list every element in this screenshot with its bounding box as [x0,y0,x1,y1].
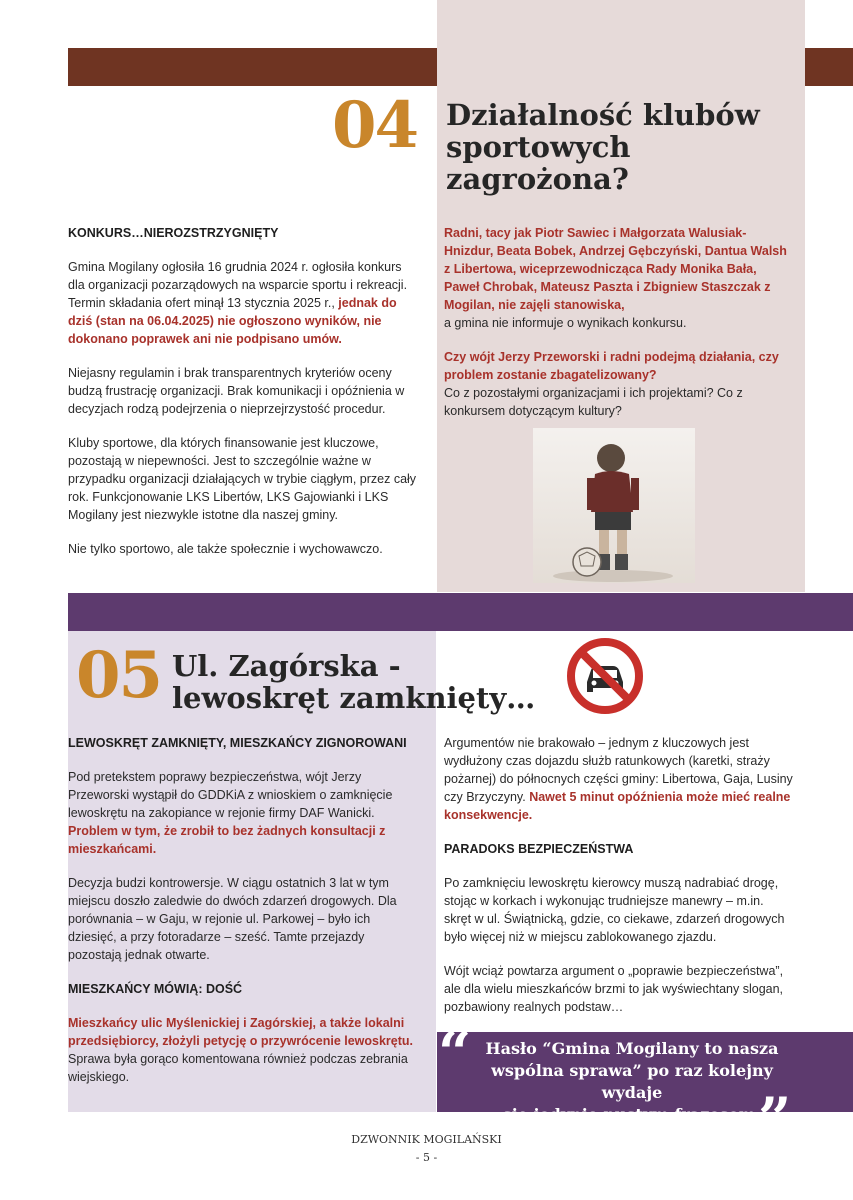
section-04-left-column [68,224,418,574]
highlight-text: jednak do dziś (stan na 06.04.2025) nie ogłoszono wyników, nie dokonano poprawek ani nie podpisano umów. [68,296,397,346]
boy-with-ball-photo [533,428,695,583]
text: a gmina nie informuje o wynikach konkursu. [444,316,687,330]
paragraph: Po zamknięciu lewoskrętu kierowcy muszą nadrabiać drogę, stojąc w korkach i wykonując trudniejsze manewry – m.in. skręt w ul. Świątnicką, gdzie, co ciekawe, zdarzeń drogowych było więcej niż w miejscu zablokowanego zjazdu. [444,876,785,944]
section-04-bar-left [68,48,437,86]
section-04-bar-right [805,48,853,86]
quote-close-icon: ” [758,1085,792,1153]
section-heading: PARADOKS BEZPIECZEŃSTWA [444,842,634,856]
text: Sprawa była gorąco komentowana również podczas zebrania wiejskiego. [68,1052,408,1084]
title-line: sportowych [446,130,631,164]
boy-with-ball-illustration [533,428,695,583]
title-line: lewoskręt zamknięty… [172,681,536,715]
paragraph: Wójt wciąż powtarza argument o „poprawie bezpieczeństwa”, ale dla wielu mieszkańców brzmi to jak wyświechtany slogan, pozbawiony realnych podstaw… [444,964,784,1014]
section-05-number: 05 [76,638,162,713]
paragraph [68,1014,420,1086]
paragraph: Nie tylko sportowo, ale także społecznie i wychowawczo. [68,542,383,556]
section-05-title [172,650,552,714]
paragraph [444,348,794,420]
section-04-title [446,99,796,195]
section-04-right-column [444,224,794,436]
highlight-text: Czy wójt Jerzy Przeworski i radni podejmą działania, czy problem zostanie zbagatelizowany? [444,350,779,382]
section-heading: MIESZKAŃCY MÓWIĄ: DOŚĆ [68,982,243,996]
paragraph: Decyzja budzi kontrowersje. W ciągu ostatnich 3 lat w tym miejscu doszło zaledwie do dwóch zdarzeń drogowych. Dla porównania – w Gaju, w rejonie ul. Parkowej – było ich dziesięć, a przy fotoradarze – sześć. Tamte przejazdy pozostają jednak otwarte. [68,876,397,962]
text: Argumentów nie brakowało – jednym z kluczowych jest wydłużony czas dojazdu służb ratunkowych (karetki, straży pożarnej) do północnych części gminy: Libertowa, Gaja, Lusiny czy Brzyczyny. [444,736,793,804]
section-heading: LEWOSKRĘT ZAMKNIĘTY, MIESZKAŃCY ZIGNOROWANI [68,736,407,750]
title-line: Ul. Zagórska - [172,649,401,683]
section-04-number: 04 [332,88,418,163]
paragraph [68,258,418,348]
text: Gmina Mogilany ogłosiła 16 grudnia 2024 r. ogłosiła konkurs dla organizacji pozarządowych na wsparcie sportu i rekreacji. Termin składania ofert minął 13 stycznia 2025 r., [68,260,408,310]
section-05-bar [68,593,853,631]
paragraph: Niejasny regulamin i brak transparentnych kryteriów oceny budzą frustrację organizacji. Brak komunikacji i opóźnienia w decyzjach rodzą podejrzenia o nieprzejrzystość procedur. [68,366,405,416]
highlight-text: Nawet 5 minut opóźnienia może mieć realne konsekwencje. [444,790,791,822]
pull-quote-text [462,1038,802,1126]
section-05-right-column [444,734,794,1032]
quote-line: wspólna sprawa” po raz kolejny wydaje [491,1061,773,1102]
text: Co z pozostałymi organizacjami i ich projektami? Co z konkursem dotyczącym kultury? [444,386,743,418]
text: Pod pretekstem poprawy bezpieczeństwa, wójt Jerzy Przeworski wystąpił do GDDKiA z wnioskiem o zamknięcie lewoskrętu na zakopiance w rejonie firmy DAF Wanicki. [68,770,393,820]
quote-line: się jedynie pustym frazesem. [502,1105,762,1124]
quote-open-icon: “ [438,1019,472,1087]
highlight-text: Radni, tacy jak Piotr Sawiec i Małgorzata Walusiak-Hnizdur, Beata Bobek, Andrzej Gębczyński, Dantua Walsh z Libertowa, wiceprzewodnicząca Rady Monika Bała, Paweł Chrobak, Mateusz Paszta i Zbigniew Staszczak z Mogilan, nie zajęli stanowiska, [444,226,787,312]
highlight-text: Mieszkańcy ulic Myślenickiej i Zagórskiej, a także lokalni przedsiębiorcy, złożyli petycję o przywrócenie lewoskrętu. [68,1016,414,1048]
paragraph [444,224,794,332]
paragraph [444,734,794,824]
title-line: Działalność klubów [446,98,760,132]
quote-line: Hasło “Gmina Mogilany to nasza [485,1039,779,1058]
no-cars-sign-icon [565,636,645,716]
section-05-left-column [68,734,420,1102]
title-line: zagrożona? [446,162,629,196]
section-heading: KONKURS…NIEROZSTRZYGNIĘTY [68,226,279,240]
paragraph: Kluby sportowe, dla których finansowanie jest kluczowe, pozostają w niepewności. Jest to szczególnie ważne w przypadku organizacji działających w trybie ciągłym, przez cały rok. Funkcjonowanie LKS Libertów, LKS Gajowianki i LKS Mogilany jest niezwykle istotne dla naszej gminy. [68,436,417,522]
highlight-text: Problem w tym, że zrobił to bez żadnych konsultacji z mieszkańcami. [68,824,386,856]
paragraph [68,768,420,858]
footer-publication-name: DZWONNIK MOGILAŃSKI [351,1133,502,1146]
footer-page-number: - 5 - [415,1151,438,1164]
